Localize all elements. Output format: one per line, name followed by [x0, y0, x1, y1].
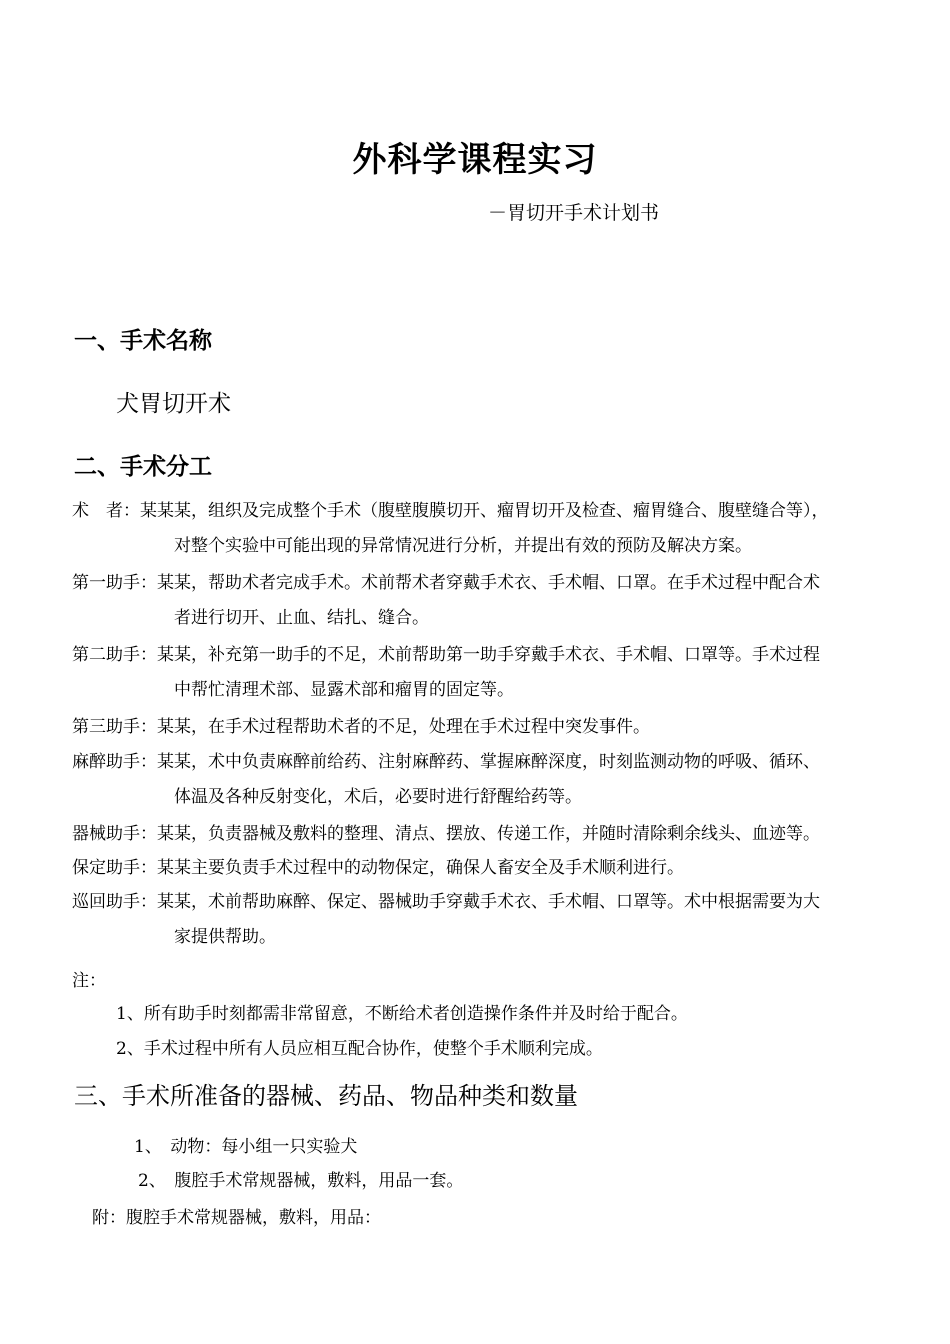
role-text: 某某，补充第一助手的不足，术前帮助第一助手穿戴手术衣、手术帽、口罩等。手术过程: [157, 645, 820, 665]
role-text-continued: 体温及各种反射变化，术后，必要时进行舒醒给药等。: [174, 787, 582, 807]
role-instrument-assistant: [72, 817, 884, 852]
role-restraint-assistant: [72, 851, 884, 886]
role-second-assistant: [72, 638, 884, 708]
role-label: 第二助手：: [72, 645, 157, 665]
appendix-line: 附：腹腔手术常规器械，敷料，用品：: [92, 1208, 381, 1228]
document-title: 外科学课程实习: [352, 140, 598, 180]
role-label: 麻醉助手：: [72, 752, 157, 772]
role-text: 某某，帮助术者完成手术。术前帮术者穿戴手术衣、手术帽、口罩。在手术过程中配合术: [157, 573, 820, 593]
document-subtitle: －胃切开手术计划书: [488, 202, 660, 224]
role-label: 第三助手：: [72, 717, 157, 737]
role-text: 某某，负责器械及敷料的整理、清点、摆放、传递工作，并随时清除剩余线头、血迹等。: [157, 824, 820, 844]
role-text: 某某某，组织及完成整个手术（腹壁腹膜切开、瘤胃切开及检查、瘤胃缝合、腹壁缝合等），: [140, 501, 829, 521]
role-text: 某某主要负责手术过程中的动物保定，确保人畜安全及手术顺利进行。: [157, 858, 684, 878]
role-label: 术 者：: [72, 501, 140, 521]
role-text: 某某，在手术过程帮助术者的不足，处理在手术过程中突发事件。: [157, 717, 650, 737]
role-label: 保定助手：: [72, 858, 157, 878]
role-text-continued: 家提供帮助。: [174, 927, 276, 947]
supply-item: 1、 动物：每小组一只实验犬: [134, 1137, 358, 1157]
role-label: 第一助手：: [72, 573, 157, 593]
section-1-heading: 一、手术名称: [74, 327, 212, 354]
note-label: 注：: [72, 971, 106, 991]
role-third-assistant: [72, 710, 884, 745]
role-circulating-assistant: [72, 885, 884, 955]
surgery-name: 犬胃切开术: [116, 391, 231, 417]
role-text-continued: 者进行切开、止血、结扎、缝合。: [174, 608, 429, 628]
role-label: 器械助手：: [72, 824, 157, 844]
role-label: 巡回助手：: [72, 892, 157, 912]
note-item: 2、手术过程中所有人员应相互配合协作，使整个手术顺利完成。: [116, 1039, 603, 1059]
role-text-continued: 中帮忙清理术部、显露术部和瘤胃的固定等。: [174, 680, 514, 700]
role-anesthesia-assistant: [72, 745, 884, 815]
role-surgeon: [72, 494, 884, 564]
section-2-heading: 二、手术分工: [74, 453, 212, 480]
supply-item: 2、 腹腔手术常规器械，敷料，用品一套。: [138, 1171, 464, 1191]
role-text: 某某，术前帮助麻醉、保定、器械助手穿戴手术衣、手术帽、口罩等。术中根据需要为大: [157, 892, 820, 912]
role-text-continued: 对整个实验中可能出现的异常情况进行分析，并提出有效的预防及解决方案。: [174, 536, 752, 556]
section-3-heading: 三、手术所准备的器械、药品、物品种类和数量: [74, 1082, 578, 1110]
role-text: 某某，术中负责麻醉前给药、注射麻醉药、掌握麻醉深度，时刻监测动物的呼吸、循环、: [157, 752, 820, 772]
role-first-assistant: [72, 566, 884, 636]
note-item: 1、所有助手时刻都需非常留意，不断给术者创造操作条件并及时给于配合。: [116, 1004, 688, 1024]
